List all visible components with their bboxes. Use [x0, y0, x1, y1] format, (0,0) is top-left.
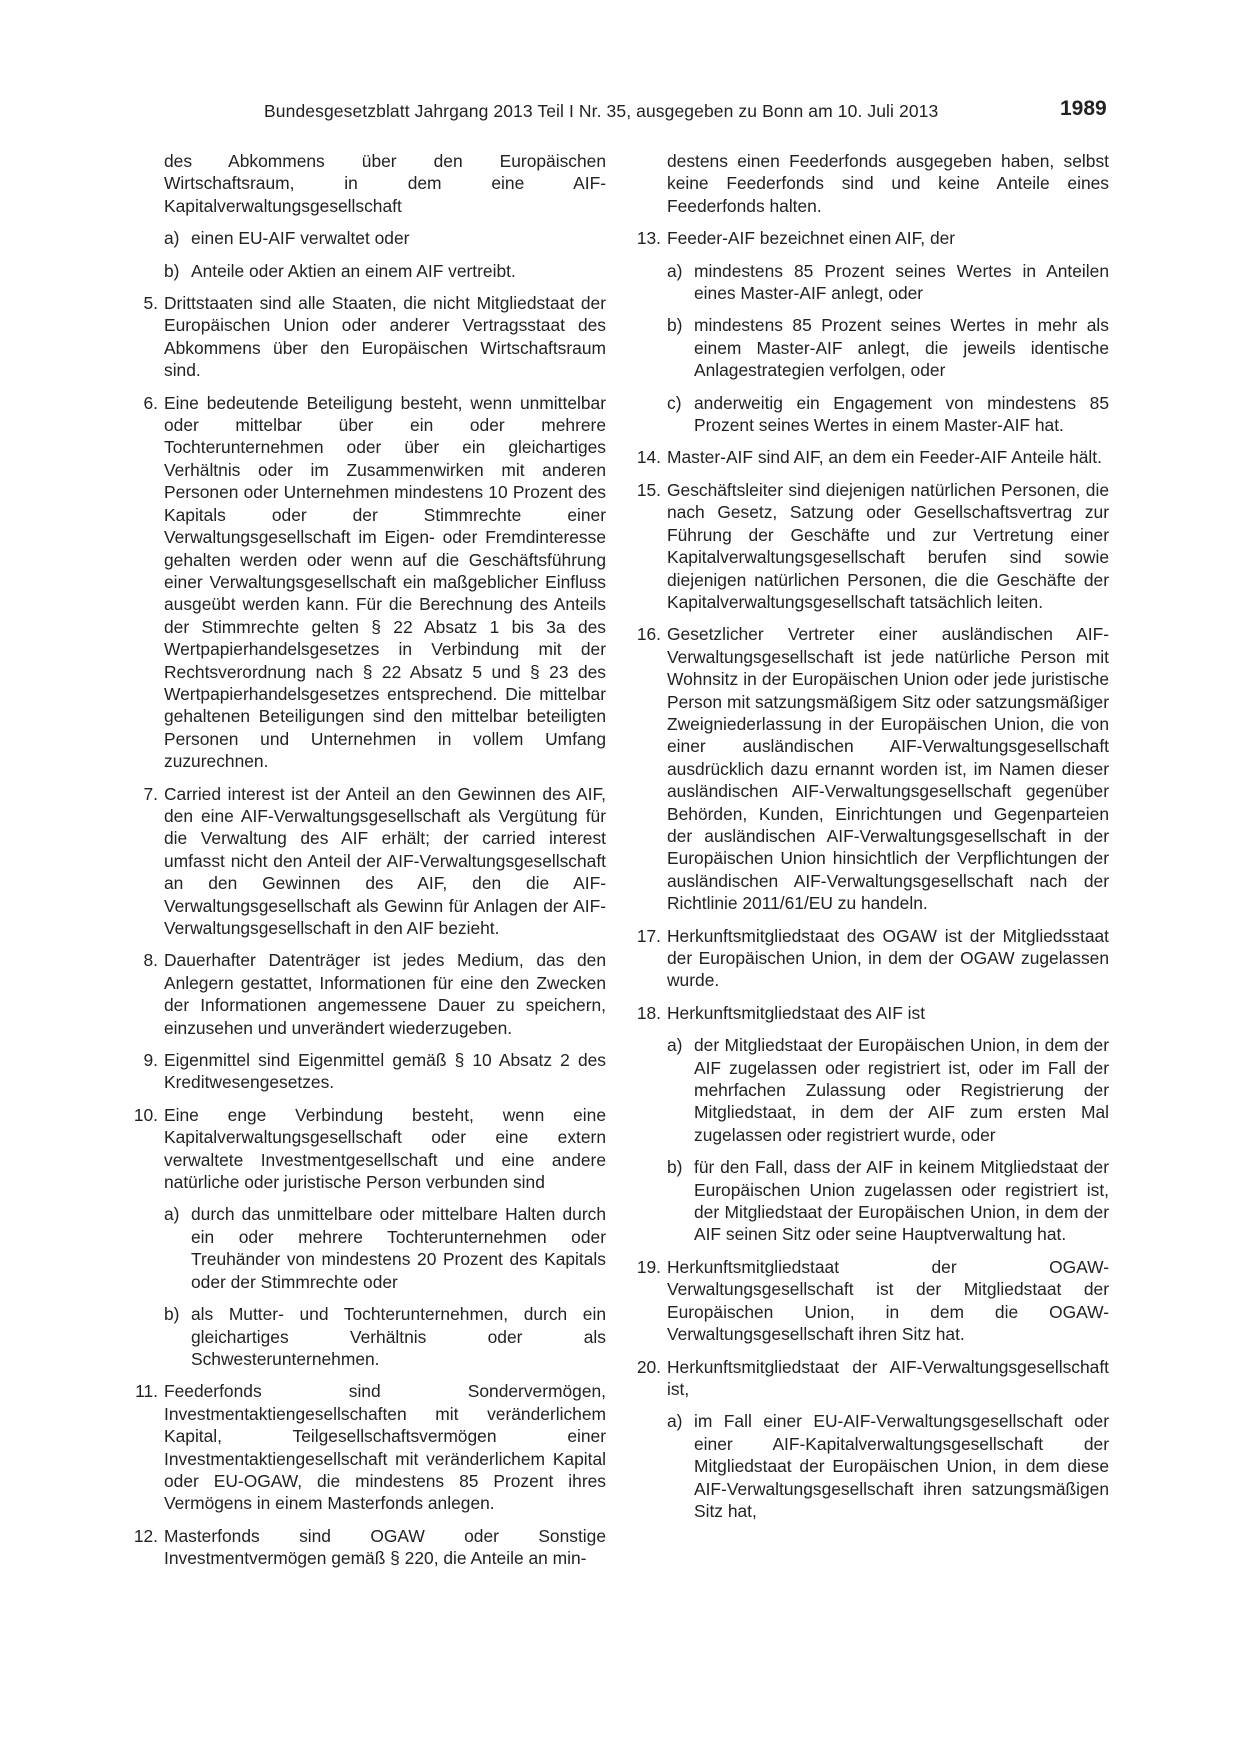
item-number: 8. — [143, 950, 158, 971]
item-text: Carried interest ist der Anteil an den Gewinnen des AIF, den eine AIF-Verwaltungsgesellschaft als Vergütung für die Verwaltung des AIF erhält; der carried interest umfasst nicht den Anteil der AIF-Verwaltungsgesellschaft an den Gewinnen des AIF, den die AIF-Verwaltungsgesellschaft als Gewinn für Anlagen der AIF-Verwaltungsgesellschaft in den AIF bezieht. — [164, 783, 606, 938]
item-14 — [637, 446, 1109, 468]
subitem-label: a) — [667, 1411, 683, 1432]
item-number: 20. — [636, 1356, 661, 1377]
item-text: Dauerhafter Datenträger ist jedes Medium, das den Anlegern gestattet, Informationen für eine den Zwecken der Informationen angemessene Dauer zu speichern, einzusehen und unverändert wiederzugeben. — [164, 950, 606, 1038]
item-text: Feeder-AIF bezeichnet einen AIF, der — [667, 228, 956, 249]
subitem-text: im Fall einer EU-AIF-Verwaltungsgesellschaft oder einer AIF-Kapitalverwaltungsgesellschaft der Mitgliedstaat der Europäischen Union, in dem diese AIF-Verwaltungsgesellschaft ihren satzungsmäßigen Sitz hat, — [694, 1411, 1109, 1521]
item-text: Geschäftsleiter sind diejenigen natürlichen Personen, die nach Gesetz, Satzung oder Gesellschaftsvertrag zur Führung der Geschäfte und zur Vertretung einer Kapitalverwaltungsgesellschaft berufen sind sowie diejenigen natürlichen Personen, die die Geschäfte der Kapitalverwaltungsgesellschaft tatsächlich leiten. — [667, 479, 1109, 612]
item-number: 6. — [143, 392, 158, 413]
item-9 — [134, 1049, 606, 1094]
item-text: Eine bedeutende Beteiligung besteht, wenn unmittelbar oder mittelbar über ein oder mehrere Tochterunternehmen oder über ein gleichartiges Verhältnis oder im Zusammenwirken mit anderen Personen oder Unternehmen mindestens 10 Prozent des Kapitals oder der Stimmrechte einer Verwaltungsgesellschaft im Eigen- oder Fremdinteresse gehalten werden oder wenn auf die Geschäftsführung einer Verwaltungsgesellschaft ein maßgeblicher Einfluss ausgeübt werden kann. Für die Berechnung des Anteils der Stimmrechte gelten § 22 Absatz 1 bis 3a des Wertpapierhandelsgesetzes in Verbindung mit der Rechtsverordnung nach § 22 Absatz 5 und § 23 des Wertpapierhandelsgesetzes entsprechend. Die mittelbar gehaltenen Beteiligungen sind den mittelbar beteiligten Personen und Unternehmen in vollem Umfang zuzurechnen. — [164, 392, 606, 772]
item-15 — [637, 479, 1109, 613]
item-text: Masterfonds sind OGAW oder Sonstige Investmentvermögen gemäß § 220, die Anteile an min- — [164, 1525, 606, 1569]
item-text: Master-AIF sind AIF, an dem ein Feeder-AIF Anteile hält. — [667, 447, 1102, 468]
item-number: 7. — [143, 783, 158, 804]
subitem-10b — [134, 1303, 606, 1370]
subitem-text: für den Fall, dass der AIF in keinem Mitgliedstaat der Europäischen Union zugelassen oder registriert ist, der Mitgliedstaat der Europäischen Union, in dem der AIF seinen Sitz oder seine Hauptverwaltung hat. — [694, 1157, 1109, 1245]
item-text: Herkunftsmitgliedstaat der OGAW-Verwaltungsgesellschaft ist der Mitgliedstaat der Europäischen Union, in dem die OGAW-Verwaltungsgesellschaft ihren Sitz hat. — [667, 1256, 1109, 1345]
item-16 — [637, 623, 1109, 914]
item-number: 5. — [143, 293, 158, 314]
item-number: 10. — [133, 1104, 158, 1125]
item-number: 17. — [636, 925, 661, 946]
subitem-label: b) — [667, 1157, 683, 1178]
item-text: Herkunftsmitgliedstaat des AIF ist — [667, 1002, 926, 1023]
item-text: Eine enge Verbindung besteht, wenn eine Kapitalverwaltungsgesellschaft oder eine extern verwaltete Investmentgesellschaft und eine andere natürliche oder juristische Person verbunden sind — [164, 1104, 606, 1193]
item-18 — [637, 1002, 1109, 1024]
subitem-18a — [637, 1034, 1109, 1146]
item-number: 13. — [636, 228, 661, 249]
subitem-label: a) — [164, 1204, 180, 1225]
running-header: Bundesgesetzblatt Jahrgang 2013 Teil I Nr. 35, ausgegeben zu Bonn am 10. Juli 2013 — [264, 101, 939, 121]
subitem-13a — [637, 260, 1109, 305]
subitem-10a — [134, 1203, 606, 1293]
item-number: 9. — [143, 1050, 158, 1071]
continued-paragraph: des Abkommens über den Europäischen Wirtschaftsraum, in dem eine AIF-Kapitalverwaltungsgesellschaft — [164, 151, 606, 216]
continued-paragraph: destens einen Feederfonds ausgegeben haben, selbst keine Feederfonds sind und keine Anteile eines Feederfonds halten. — [667, 151, 1109, 216]
subitem-label: b) — [164, 1304, 180, 1325]
item-5 — [134, 292, 606, 382]
subitem-4b — [134, 260, 606, 282]
item-text: Herkunftsmitgliedstaat der AIF-Verwaltungsgesellschaft ist, — [667, 1356, 1109, 1399]
item-number: 18. — [636, 1002, 661, 1023]
item-10 — [134, 1104, 606, 1194]
item-number: 14. — [636, 447, 661, 468]
item-number: 12. — [133, 1525, 158, 1546]
item-text: Gesetzlicher Vertreter einer ausländischen AIF-Verwaltungsgesellschaft ist jede natürliche Person mit Wohnsitz in der Europäischen Union oder jede juristische Person mit satzungsmäßigem Sitz oder satzungsmäßiger Zweigniederlassung in der Europäischen Union, die von einer ausländischen AIF-Verwaltungsgesellschaft ausdrücklich dazu ernannt worden ist, im Namen dieser ausländischen AIF-Verwaltungsgesellschaft gegenüber Behörden, Kunden, Einrichtungen und Gegenparteien der ausländischen AIF-Verwaltungsgesellschaft in der Europäischen Union hinsichtlich der Verpflichtungen der ausländischen AIF-Verwaltungsgesellschaft nach der Richtlinie 2011/61/EU zu handeln. — [667, 624, 1109, 914]
item-number: 11. — [135, 1381, 158, 1402]
item-number: 15. — [636, 479, 661, 500]
item-11 — [134, 1380, 606, 1514]
subitem-13b — [637, 314, 1109, 381]
subitem-20a — [637, 1410, 1109, 1522]
subitem-label: a) — [667, 260, 683, 281]
item-12 — [134, 1525, 606, 1570]
subitem-13c — [637, 392, 1109, 437]
item-8 — [134, 949, 606, 1039]
subitem-label: c) — [667, 392, 682, 413]
item-7 — [134, 783, 606, 940]
subitem-label: a) — [667, 1035, 683, 1056]
item-17 — [637, 925, 1109, 992]
subitem-4a — [134, 227, 606, 249]
subitem-text: als Mutter- und Tochterunternehmen, durch ein gleichartiges Verhältnis oder als Schwesterunternehmen. — [191, 1304, 606, 1369]
subitem-text: durch das unmittelbare oder mittelbare Halten durch ein oder mehrere Tochterunternehmen oder Treuhänder von mindestens 20 Prozent des Kapitals oder der Stimmrechte oder — [191, 1204, 606, 1292]
subitem-text: mindestens 85 Prozent seines Wertes in mehr als einem Master-AIF anlegt, die jeweils identische Anlagestrategien verfolgen, oder — [694, 315, 1109, 381]
item-20 — [637, 1356, 1109, 1401]
item-number: 16. — [636, 624, 661, 645]
item-6 — [134, 392, 606, 773]
subitem-text: einen EU-AIF verwaltet oder — [191, 228, 410, 249]
item-number: 19. — [636, 1256, 661, 1277]
item-text: Feederfonds sind Sondervermögen, Investmentaktiengesellschaften mit veränderlichem Kapital, Teilgesellschaftsvermögen einer Investmentaktiengesellschaft mit veränderlichem Kapital oder EU-OGAW, die mindestens 85 Prozent ihres Vermögens in einem Masterfonds anlegen. — [164, 1381, 606, 1514]
subitem-text: Anteile oder Aktien an einem AIF vertreibt. — [191, 260, 516, 281]
left-column — [134, 150, 606, 1580]
subitem-text: der Mitgliedstaat der Europäischen Union, in dem der AIF zugelassen oder registriert ist, oder im Fall der mehrfachen Zulassung oder Registrierung der Mitgliedstaat, in dem der AIF zum ersten Mal zugelassen oder registriert wurde, oder — [694, 1035, 1109, 1145]
item-text: Drittstaaten sind alle Staaten, die nicht Mitgliedstaat der Europäischen Union oder anderer Vertragsstaat des Abkommens über den Europäischen Wirtschaftsraum sind. — [164, 293, 606, 381]
subitem-18b — [637, 1156, 1109, 1246]
item-text: Eigenmittel sind Eigenmittel gemäß § 10 Absatz 2 des Kreditwesengesetzes. — [164, 1050, 606, 1093]
subitem-text: anderweitig ein Engagement von mindestens 85 Prozent seines Wertes in einem Master-AIF hat. — [694, 392, 1109, 436]
page-number: 1989 — [1060, 97, 1107, 120]
subitem-text: mindestens 85 Prozent seines Wertes in Anteilen eines Master-AIF anlegt, oder — [694, 260, 1109, 304]
subitem-label: b) — [164, 260, 180, 281]
subitem-label: a) — [164, 228, 180, 249]
right-column — [637, 150, 1109, 1532]
item-19 — [637, 1256, 1109, 1346]
item-13 — [637, 227, 1109, 249]
subitem-label: b) — [667, 315, 683, 336]
item-text: Herkunftsmitgliedstaat des OGAW ist der Mitgliedsstaat der Europäischen Union, in dem der OGAW zugelassen wurde. — [667, 925, 1109, 991]
